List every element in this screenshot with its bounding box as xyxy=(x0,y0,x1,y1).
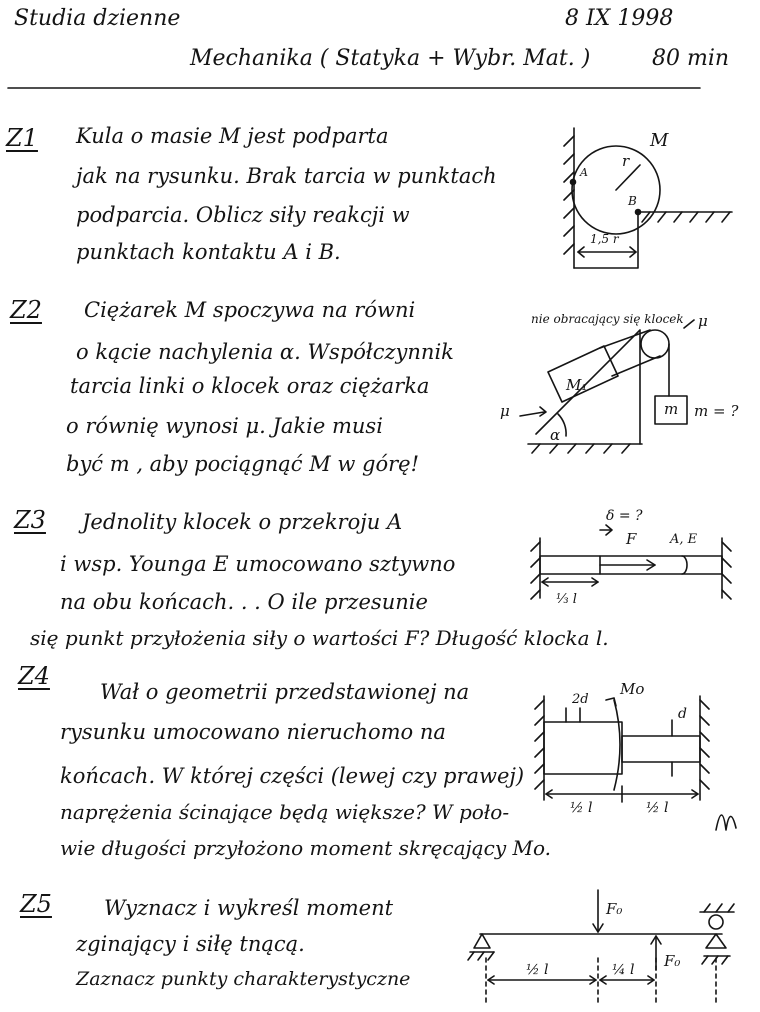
z4-torque-arc xyxy=(614,700,620,790)
problem-line: Kula o masie M jest podparta xyxy=(76,124,389,148)
z2-figure xyxy=(520,320,694,453)
problem-label: Z4 xyxy=(18,662,50,690)
z4-label-d: d xyxy=(678,706,687,722)
problem-label: Z2 xyxy=(10,296,42,324)
header-date: 8 IX 1998 xyxy=(565,6,674,31)
problem-line: i wsp. Younga E umocowano sztywno xyxy=(60,552,456,576)
problem-line: tarcia linki o klocek oraz ciężarka xyxy=(70,374,430,398)
problem-line: o równię wynosi μ. Jakie musi xyxy=(66,414,383,438)
z3-label-third: ⅓ l xyxy=(556,592,577,607)
z3-label-F: F xyxy=(626,530,637,548)
z4-figure xyxy=(535,696,736,830)
problem-line: być m , aby pociągnąć M w górę! xyxy=(66,452,420,476)
z1-label-A: A xyxy=(580,166,588,179)
problem-line: Wał o geometrii przedstawionej na xyxy=(100,680,470,704)
z5-label-F0-bottom: F₀ xyxy=(664,952,681,970)
problem-line: podparcia. Oblicz siły reakcji w xyxy=(76,203,410,227)
z4-thick-part xyxy=(544,722,622,774)
problem-label: Z5 xyxy=(20,890,52,918)
z2-label-alpha: α xyxy=(550,426,561,444)
z4-thin-part xyxy=(622,736,700,762)
problem-line: Jednolity klocek o przekroju A xyxy=(82,510,403,534)
z2-label-M1: M₁ xyxy=(566,376,588,394)
problem-line: o kącie nachylenia α. Współczynnik xyxy=(76,340,454,364)
problem-line: Zaznacz punkty charakterystyczne xyxy=(76,968,411,990)
problem-line: naprężenia ścinające będą większe? W poło- xyxy=(60,800,510,824)
problem-label: Z1 xyxy=(6,124,38,152)
problem-line: zginający i siłę tnącą. xyxy=(76,932,305,956)
problem-line: wie długości przyłożono moment skręcający Mo. xyxy=(60,836,552,860)
z1-label-M: M xyxy=(650,130,669,151)
z1-label-B: B xyxy=(628,194,637,208)
problem-label: Z3 xyxy=(14,506,46,534)
z2-pulley xyxy=(641,330,669,358)
header-left: Studia dzienne xyxy=(14,6,181,31)
problem-line: się punkt przyłożenia siły o wartości F? Długość klocka l. xyxy=(30,626,609,650)
page-title: Mechanika ( Statyka + Wybr. Mat. ) xyxy=(190,46,591,71)
z5-label-half-l: ½ l xyxy=(526,962,549,978)
z3-label-delta: δ = ? xyxy=(606,508,643,524)
z2-note: nie obracający się klocek xyxy=(531,312,684,326)
header-duration: 80 min xyxy=(652,46,730,71)
z1-label-dim: 1,5 r xyxy=(590,232,619,246)
problem-line: Wyznacz i wykreśl moment xyxy=(104,896,394,920)
problem-line: końcach. W której części (lewej czy prawej) xyxy=(60,764,525,788)
problem-line: na obu końcach. . . O ile przesunie xyxy=(60,590,428,614)
z4-label-half-l-left: ½ l xyxy=(570,800,593,816)
z2-label-m: m xyxy=(664,400,679,418)
z5-figure xyxy=(468,890,734,1006)
z4-label-2d: 2d xyxy=(572,692,589,707)
problem-line: punktach kontaktu A i B. xyxy=(76,240,341,264)
z2-label-mu-left: μ xyxy=(500,402,510,420)
problem-line: rysunku umocowano nieruchomo na xyxy=(60,720,446,744)
problem-line: jak na rysunku. Brak tarcia w punktach xyxy=(76,164,497,188)
z5-label-quarter-l: ¼ l xyxy=(612,962,635,978)
z5-label-F0-top: F₀ xyxy=(606,900,623,918)
z1-label-r: r xyxy=(622,152,630,170)
z1-figure xyxy=(564,128,732,268)
z3-label-AE: A, E xyxy=(670,532,698,547)
z4-label-half-l-right: ½ l xyxy=(646,800,669,816)
z2-label-m-question: m = ? xyxy=(694,402,739,420)
z4-label-Mo: Mo xyxy=(620,680,645,698)
problem-line: Ciężarek M spoczywa na równi xyxy=(84,298,416,322)
z2-label-mu-top: μ xyxy=(698,312,708,330)
